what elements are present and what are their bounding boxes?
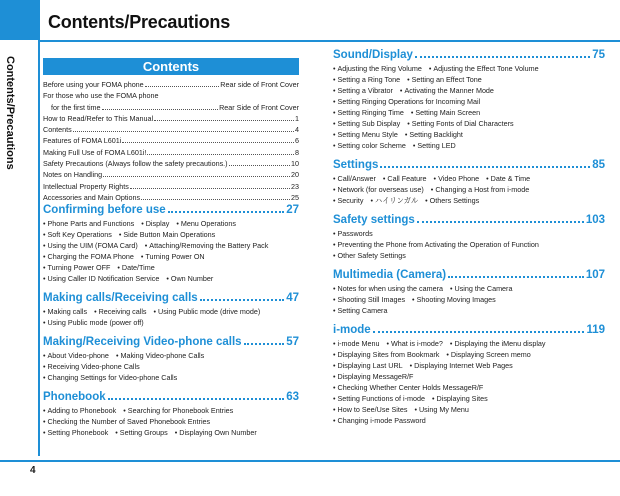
bullet-row xyxy=(333,239,605,250)
bullet-row xyxy=(333,305,605,316)
bullet-item[interactable]: • Changing Settings for Video-phone Calls xyxy=(43,373,177,382)
dot-leader xyxy=(73,131,294,132)
bullet-row xyxy=(43,240,299,251)
dot-leader xyxy=(154,120,294,121)
bullet-row xyxy=(333,63,605,74)
bullet-row xyxy=(43,416,299,427)
bullet-item[interactable]: • Setting Main Screen xyxy=(411,108,480,117)
bullet-item[interactable]: • Menu Operations xyxy=(176,219,236,228)
bullet-item[interactable]: • Adjusting the Effect Tone Volume xyxy=(429,64,539,73)
bullet-item[interactable]: • Using My Menu xyxy=(414,405,468,414)
bullet-row xyxy=(43,306,299,317)
toc-page: 23 xyxy=(291,181,299,191)
section-heading[interactable] xyxy=(333,213,605,228)
bullet-item[interactable]: • About Video-phone xyxy=(43,351,109,360)
bullet-item[interactable]: • Displaying the iMenu display xyxy=(450,339,546,348)
section-title: Making calls/Receiving calls xyxy=(43,292,198,305)
bullet-item[interactable]: • Other Safety Settings xyxy=(333,251,406,260)
bullet-item[interactable]: • Setting an Effect Tone xyxy=(407,75,482,84)
bullet-item[interactable]: • Adjusting the Ring Volume xyxy=(333,64,422,73)
bullet-item[interactable]: • Adding to Phonebook xyxy=(43,406,116,415)
left-sections xyxy=(43,203,299,438)
bullet-item[interactable]: • Searching for Phonebook Entries xyxy=(123,406,233,415)
bullet-item[interactable]: • ハイリンガル xyxy=(370,196,418,205)
footer-divider xyxy=(0,460,620,462)
section-heading[interactable] xyxy=(333,268,605,283)
bullet-item[interactable]: • Receiving Video-phone Calls xyxy=(43,362,140,371)
bullet-row xyxy=(333,173,605,184)
section-page: 75 xyxy=(592,49,605,61)
bullet-item[interactable]: • Using the Camera xyxy=(450,284,512,293)
section-page: 85 xyxy=(592,159,605,171)
toc-page: Rear Side of Front Cover xyxy=(219,102,299,112)
section-title: Confirming before use xyxy=(43,204,166,217)
bullet-item[interactable]: • Activating the Manner Mode xyxy=(400,86,494,95)
page-title: Contents/Precautions xyxy=(48,12,231,32)
right-column xyxy=(333,48,605,426)
section-title: i-mode xyxy=(333,324,371,336)
bullet-item[interactable]: • Using Public mode (power off) xyxy=(43,318,144,327)
section-title: Sound/Display xyxy=(333,49,413,61)
section-heading[interactable] xyxy=(43,291,299,306)
bullet-item[interactable]: • i-mode Menu xyxy=(333,339,379,348)
bullet-item[interactable]: • Setting a Vibrator xyxy=(333,86,393,95)
bullet-item[interactable]: • Setting Backlight xyxy=(405,130,463,139)
bullet-list xyxy=(333,228,605,261)
left-column xyxy=(43,48,299,438)
bullet-item[interactable]: • Changing a Host from i-mode xyxy=(431,185,529,194)
toc-label: Safety Precautions (Always follow the safety precautions.) xyxy=(43,159,228,169)
bullet-item[interactable]: • Turning Power ON xyxy=(141,252,205,261)
toc-label: Notes on Handling xyxy=(43,170,103,180)
bullet-row xyxy=(333,404,605,415)
bullet-item[interactable]: • Display xyxy=(141,219,169,228)
bullet-row xyxy=(333,360,605,371)
dot-leader xyxy=(244,343,285,345)
bullet-list xyxy=(333,338,605,426)
toc-label: Intellectual Property Rights xyxy=(43,181,129,191)
bullet-row xyxy=(43,218,299,229)
bullet-item[interactable]: • Displaying Last URL xyxy=(333,361,403,370)
toc-row[interactable] xyxy=(43,79,299,90)
dot-leader xyxy=(108,398,285,400)
bullet-item[interactable]: • Making Video-phone Calls xyxy=(116,351,204,360)
bullet-row xyxy=(333,294,605,305)
toc-label: Before using your FOMA phone xyxy=(43,80,144,89)
bullet-item[interactable]: • Shooting Still Images xyxy=(333,295,405,304)
bullet-item[interactable]: • Video Phone xyxy=(434,174,480,183)
side-section-label: Contents/Precautions xyxy=(4,56,16,170)
bullet-item[interactable]: • Soft Key Operations xyxy=(43,230,112,239)
bullet-row xyxy=(333,74,605,85)
section-title: Safety settings xyxy=(333,214,415,226)
bullet-item[interactable]: • Using Public mode (drive mode) xyxy=(154,307,261,316)
toc-page: 8 xyxy=(295,147,299,157)
dot-leader xyxy=(373,331,585,333)
section-title: Making/Receiving Video-phone calls xyxy=(43,336,242,349)
section-heading[interactable] xyxy=(43,390,299,405)
section-heading[interactable] xyxy=(43,335,299,350)
bullet-row xyxy=(333,283,605,294)
bullet-row xyxy=(333,228,605,239)
header-divider xyxy=(40,40,620,42)
bullet-list xyxy=(43,405,299,438)
bullet-row xyxy=(43,361,299,372)
bullet-row xyxy=(333,184,605,195)
bullet-item[interactable]: • Setting Menu Style xyxy=(333,130,398,139)
section-heading[interactable] xyxy=(43,203,299,218)
right-sections xyxy=(333,48,605,426)
toc-row[interactable] xyxy=(43,124,299,135)
bullet-item[interactable]: • Turning Power OFF xyxy=(43,263,110,272)
toc-row[interactable] xyxy=(43,158,299,169)
bullet-row xyxy=(333,338,605,349)
toc-page: 1 xyxy=(295,113,299,123)
section-page: 47 xyxy=(286,292,299,305)
bullet-row xyxy=(43,262,299,273)
bullet-item[interactable]: • Using Caller ID Notification Service xyxy=(43,274,159,283)
bullet-row xyxy=(333,415,605,426)
bullet-item[interactable]: • Charging the FOMA Phone xyxy=(43,252,134,261)
bullet-row xyxy=(43,372,299,383)
bullet-row xyxy=(333,371,605,382)
bullet-list xyxy=(333,283,605,316)
bullet-item[interactable]: • Setting a Ring Tone xyxy=(333,75,400,84)
section-title: Multimedia (Camera) xyxy=(333,269,447,281)
dot-leader xyxy=(415,56,590,58)
dot-leader xyxy=(200,299,285,301)
bullet-item[interactable]: • Call/Answer xyxy=(333,174,376,183)
dot-leader xyxy=(448,276,584,278)
bullet-row xyxy=(333,195,605,206)
bullet-item[interactable]: • Displaying Screen memo xyxy=(446,350,530,359)
contents-banner: Contents xyxy=(43,58,299,75)
dot-leader xyxy=(130,188,290,189)
toc-row[interactable] xyxy=(43,147,299,158)
section-page: 119 xyxy=(586,324,605,336)
bullet-row xyxy=(43,427,299,438)
bullet-item[interactable]: • Setting color Scheme xyxy=(333,141,406,150)
bullet-item[interactable]: • What is i-mode? xyxy=(386,339,442,348)
bullet-item[interactable]: • Network (for overseas use) xyxy=(333,185,424,194)
toc-label: Making Full Use of FOMA L601i! xyxy=(43,147,147,157)
bullet-list xyxy=(333,173,605,206)
bullet-item[interactable]: • Receiving calls xyxy=(94,307,146,316)
toc-row[interactable] xyxy=(43,102,299,113)
bullet-row xyxy=(333,393,605,404)
bullet-item[interactable]: • Displaying Own Number xyxy=(175,428,257,437)
toc-label: for the first time xyxy=(51,102,101,112)
bullet-item[interactable]: • Passwords xyxy=(333,229,373,238)
bullet-row xyxy=(333,129,605,140)
bullet-item[interactable]: • Others Settings xyxy=(425,196,479,205)
bullet-row xyxy=(333,382,605,393)
bullet-row xyxy=(333,140,605,151)
bullet-item[interactable]: • Displaying Sites xyxy=(432,394,488,403)
bullet-row xyxy=(43,251,299,262)
bullet-row xyxy=(43,229,299,240)
bullet-list xyxy=(43,218,299,284)
bullet-item[interactable]: • Setting Ringing Operations for Incoming Mail xyxy=(333,97,480,106)
bullet-item[interactable]: • Security xyxy=(333,196,363,205)
bullet-item[interactable]: • Attaching/Removing the Battery Pack xyxy=(145,241,269,250)
bullet-row xyxy=(333,107,605,118)
dot-leader xyxy=(229,165,290,166)
bullet-item[interactable]: • Own Number xyxy=(166,274,213,283)
corner-tab xyxy=(0,0,40,40)
toc-page: Rear side of Front Cover xyxy=(220,80,299,89)
bullet-row xyxy=(333,85,605,96)
dot-leader xyxy=(417,221,584,223)
bullet-list xyxy=(43,350,299,383)
toc-page: 4 xyxy=(295,125,299,135)
section-heading[interactable] xyxy=(333,158,605,173)
bullet-row xyxy=(43,273,299,284)
toc-label: Contents xyxy=(43,125,72,135)
section-page: 27 xyxy=(286,204,299,217)
dot-leader xyxy=(147,154,294,155)
bullet-row xyxy=(43,350,299,361)
bullet-item[interactable]: • Setting Fonts of Dial Characters xyxy=(407,119,513,128)
page-number: 4 xyxy=(30,465,36,476)
toc-label: Features of FOMA L601i xyxy=(43,136,122,146)
bullet-item[interactable]: • Setting Ringing Time xyxy=(333,108,404,117)
bullet-item[interactable]: • Changing i-mode Password xyxy=(333,416,426,425)
section-page: 57 xyxy=(286,336,299,349)
bullet-item[interactable]: • Checking Whether Center Holds MessageR/F xyxy=(333,383,483,392)
bullet-row xyxy=(333,96,605,107)
section-heading[interactable] xyxy=(333,48,605,63)
toc-label: How to Read/Refer to This Manual xyxy=(43,113,154,123)
toc-row[interactable] xyxy=(43,90,299,101)
toc-page: 10 xyxy=(291,159,299,169)
bullet-row xyxy=(333,349,605,360)
side-divider xyxy=(38,40,40,456)
bullet-row xyxy=(43,317,299,328)
bullet-item[interactable]: • Using the UIM (FOMA Card) xyxy=(43,241,138,250)
dot-leader xyxy=(145,86,220,87)
toc-page: 20 xyxy=(291,170,299,180)
section-page: 103 xyxy=(585,214,605,226)
section-page: 107 xyxy=(585,269,605,281)
bullet-item[interactable]: • Displaying Internet Web Pages xyxy=(410,361,513,370)
bullet-item[interactable]: • Displaying Sites from Bookmark xyxy=(333,350,439,359)
bullet-row xyxy=(333,118,605,129)
bullet-item[interactable]: • Preventing the Phone from Activating the Operation of Function xyxy=(333,240,539,249)
toc-label: Accessories and Main Options xyxy=(43,192,141,202)
bullet-row xyxy=(43,405,299,416)
bullet-row xyxy=(333,250,605,261)
bullet-item[interactable]: • Setting Functions of i-mode xyxy=(333,394,425,403)
dot-leader xyxy=(102,109,219,110)
section-title: Phonebook xyxy=(43,391,106,404)
section-heading[interactable] xyxy=(333,323,605,338)
dot-leader xyxy=(103,176,290,177)
toc-row[interactable] xyxy=(43,181,299,192)
bullet-item[interactable]: • How to See/Use Sites xyxy=(333,405,407,414)
bullet-item[interactable]: • Side Button Main Operations xyxy=(119,230,215,239)
toc-page: 25 xyxy=(291,192,299,202)
dot-leader xyxy=(380,166,590,168)
dot-leader xyxy=(141,199,290,200)
section-page: 63 xyxy=(286,391,299,404)
bullet-item[interactable]: • Setting Sub Display xyxy=(333,119,400,128)
toc-label: For those who use the FOMA phone xyxy=(43,91,159,101)
bullet-item[interactable]: • Date/Time xyxy=(117,263,154,272)
dot-leader xyxy=(168,211,285,213)
bullet-item[interactable]: • Call Feature xyxy=(383,174,427,183)
bullet-item[interactable]: • Setting Groups xyxy=(115,428,167,437)
bullet-list xyxy=(333,63,605,151)
bullet-item[interactable]: • Checking the Number of Saved Phonebook Entries xyxy=(43,417,210,426)
bullet-item[interactable]: • Displaying MessageR/F xyxy=(333,372,413,381)
toc-row[interactable] xyxy=(43,113,299,124)
bullet-item[interactable]: • Date & Time xyxy=(486,174,530,183)
bullet-item[interactable]: • Setting LED xyxy=(413,141,456,150)
bullet-item[interactable]: • Setting Phonebook xyxy=(43,428,108,437)
bullet-item[interactable]: • Phone Parts and Functions xyxy=(43,219,134,228)
toc-page: 6 xyxy=(295,136,299,146)
toc-list xyxy=(43,79,299,203)
dot-leader xyxy=(122,142,294,143)
section-title: Settings xyxy=(333,159,379,171)
toc-row[interactable] xyxy=(43,135,299,146)
toc-row[interactable] xyxy=(43,169,299,180)
bullet-item[interactable]: • Setting Camera xyxy=(333,306,387,315)
bullet-item[interactable]: • Making calls xyxy=(43,307,87,316)
toc-row[interactable] xyxy=(43,192,299,203)
bullet-item[interactable]: • Shooting Moving Images xyxy=(412,295,496,304)
bullet-item[interactable]: • Notes for when using the camera xyxy=(333,284,443,293)
bullet-list xyxy=(43,306,299,328)
